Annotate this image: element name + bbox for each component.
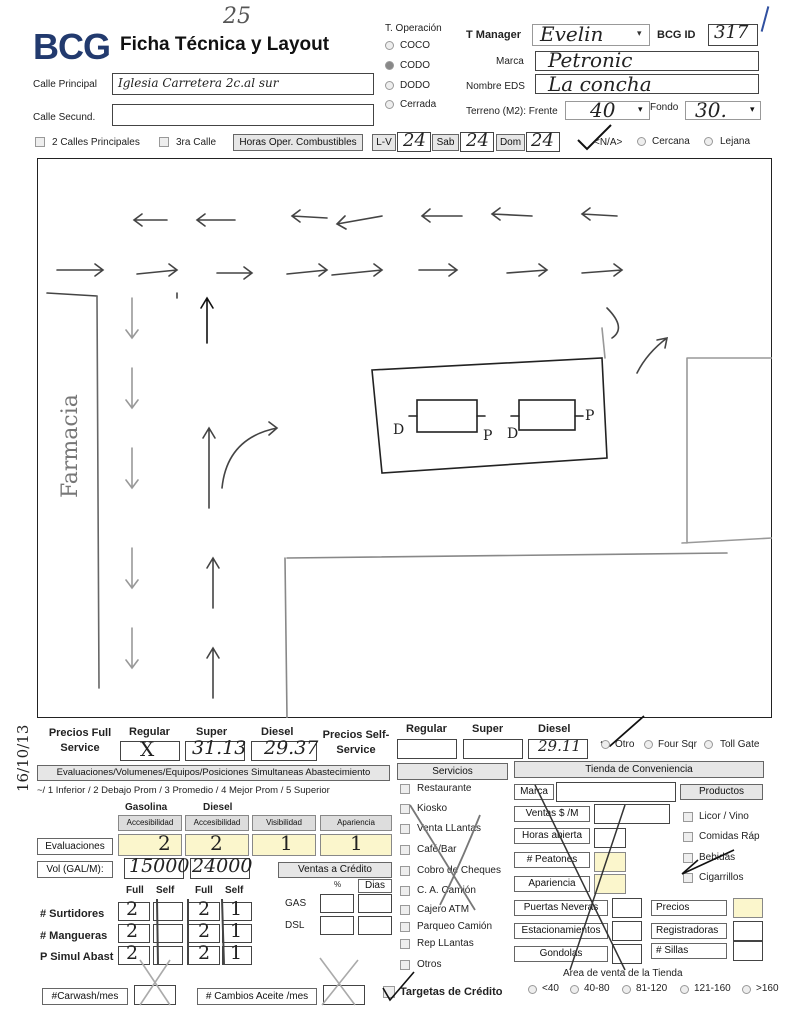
- calle-secund-field[interactable]: [112, 104, 374, 126]
- radio-area-gt160[interactable]: [742, 985, 751, 994]
- bcg-logo: BCG: [33, 26, 110, 67]
- regular-col-label-self: Regular: [406, 723, 447, 735]
- mangueras-diesel-full-value: 2: [198, 920, 211, 942]
- servicio-cafe-bar-label: Café/Bar: [417, 844, 457, 855]
- tienda-marca-label: Marca: [514, 784, 554, 800]
- credito-dsl-pct-field[interactable]: [320, 916, 354, 935]
- frente-value: 40: [590, 98, 616, 122]
- gas-label: GAS: [285, 898, 307, 909]
- dos-calles-label: 2 Calles Principales: [52, 137, 140, 148]
- terreno-label: Terreno (M2): Frente: [466, 106, 558, 117]
- carwash-button[interactable]: #Carwash/mes: [42, 988, 128, 1005]
- producto-bebidas-label: Bebidas: [699, 852, 736, 863]
- pump-label-p1: P: [483, 428, 493, 444]
- radio-coco[interactable]: [385, 41, 394, 50]
- mangueras-label: # Mangueras: [40, 930, 108, 942]
- diesel-eval-label: Diesel: [203, 802, 233, 813]
- diesel-col-label-full: Diesel: [261, 726, 294, 738]
- mangueras-diesel-self-value: 1: [230, 920, 243, 942]
- full-diesel-value: 29.37: [264, 737, 319, 759]
- servicio-venta-llantas-label: Venta LLantas: [417, 823, 481, 834]
- sillas-label: # Sillas: [651, 943, 727, 959]
- horas-oper-button[interactable]: Horas Oper. Combustibles: [233, 134, 363, 151]
- pump-label-d1: D: [393, 422, 405, 438]
- credito-dsl-dias-field[interactable]: [358, 916, 392, 935]
- marca-value: Petronic: [548, 48, 633, 72]
- tarjetas-credito-label: Targetas de Crédito: [400, 986, 503, 998]
- servicio-parqueo-camion-label: Parqueo Camión: [417, 921, 493, 932]
- full-col-label-diesel: Full: [195, 885, 213, 896]
- credito-gas-dias-field[interactable]: [358, 894, 392, 913]
- dos-calles-checkbox[interactable]: [35, 137, 45, 147]
- dias-label: Dias: [358, 879, 392, 893]
- equipos-vertical-marks: [150, 895, 260, 970]
- self-col-label-gas: Self: [156, 885, 175, 896]
- scale-5: 5 Superior: [286, 785, 330, 796]
- productos-check-mark: [678, 842, 738, 882]
- radio-toll-gate[interactable]: [704, 740, 713, 749]
- self-col-label-diesel: Self: [225, 885, 244, 896]
- simul-gas-full-value: 2: [126, 942, 139, 964]
- radio-area-lt40[interactable]: [528, 985, 537, 994]
- calle-principal-label: Calle Principal: [33, 79, 97, 90]
- surtidores-diesel-full-value: 2: [198, 898, 211, 920]
- chevron-down-icon[interactable]: ▾: [750, 104, 755, 114]
- surtidores-label: # Surtidores: [40, 908, 105, 920]
- bcg-id-value: 317: [714, 22, 749, 43]
- subhead-gas-accesibilidad: Accesibilidad: [118, 815, 182, 831]
- gasolina-label: Gasolina: [125, 802, 168, 813]
- servicio-rep-llantas-label: Rep LLantas: [417, 938, 474, 949]
- subhead-visibilidad: Visibilidad: [252, 815, 316, 831]
- subhead-apariencia: Apariencia: [320, 815, 392, 831]
- radio-cercana[interactable]: [637, 137, 646, 146]
- servicios-button[interactable]: Servicios: [397, 763, 508, 780]
- handwritten-top-note: 25: [223, 4, 251, 29]
- simul-label: P Simul Abast: [40, 951, 114, 963]
- t-manager-label: T Manager: [466, 29, 522, 41]
- cerrada-label: Cerrada: [400, 99, 437, 110]
- productos-button[interactable]: Productos: [680, 784, 763, 800]
- producto-comidas-checkbox[interactable]: [683, 832, 693, 842]
- servicio-otros-label: Otros: [417, 959, 442, 970]
- self-super-field[interactable]: [463, 739, 523, 759]
- servicio-restaurante-label: Restaurante: [417, 783, 472, 794]
- tienda-cross-mark: [515, 780, 645, 980]
- calle-principal-value: Iglesia Carretera 2c.al sur: [118, 76, 279, 90]
- cambios-aceite-button[interactable]: # Cambios Aceite /mes: [197, 988, 317, 1005]
- surtidores-diesel-self-value: 1: [230, 898, 243, 920]
- sillas-field[interactable]: [733, 941, 763, 961]
- eval-gas-access-field[interactable]: [118, 834, 182, 856]
- puertas-neveras-label: Puertas Neveras: [514, 900, 608, 916]
- radio-area-40-80[interactable]: [570, 985, 579, 994]
- area-lt40-label: <40: [542, 983, 559, 994]
- coco-label: COCO: [400, 40, 430, 51]
- simul-diesel-full-value: 2: [198, 942, 211, 964]
- evaluaciones-section-button[interactable]: Evaluaciones/Volumenes/Equipos/Posiciones Simultaneas Abastecimiento: [37, 765, 390, 781]
- marca-label: Marca: [496, 56, 524, 67]
- fondo-label: Fondo: [650, 102, 679, 113]
- radio-area-81-120[interactable]: [622, 985, 631, 994]
- servicio-ca-camion-label: C. A. Camión: [417, 885, 476, 896]
- vol-gas-value: 15000: [129, 855, 190, 877]
- precios-label: Precios: [651, 900, 727, 916]
- producto-licor-label: Licor / Vino: [699, 811, 749, 822]
- apariencia-label: Apariencia: [514, 876, 590, 892]
- dodo-label: DODO: [400, 80, 430, 91]
- lejana-label: Lejana: [720, 136, 751, 147]
- tres-calle-checkbox[interactable]: [159, 137, 169, 147]
- eval-visibilidad-value: 1: [280, 831, 293, 855]
- eval-apariencia-value: 1: [350, 831, 363, 855]
- chevron-down-icon[interactable]: ▾: [637, 28, 642, 38]
- dsl-label: DSL: [285, 920, 305, 931]
- gondolas-label: Gondolas: [514, 946, 608, 962]
- bcg-id-label: BCG ID: [657, 29, 696, 41]
- radio-lejana[interactable]: [704, 137, 713, 146]
- producto-cigarrillos-label: Cigarrillos: [699, 872, 744, 883]
- calle-secund-label: Calle Secund.: [33, 112, 96, 123]
- registradoras-field[interactable]: [733, 921, 763, 941]
- four-sqr-label: Four Sqr: [658, 739, 697, 750]
- eval-gas-access-value: 2: [158, 831, 171, 855]
- scale-2: 2 Debajo Prom: [93, 785, 157, 796]
- vol-diesel-value: 24000: [192, 855, 253, 877]
- precios-field[interactable]: [733, 898, 763, 918]
- area-121-160-label: 121-160: [694, 983, 731, 994]
- t-manager-value: Evelin: [540, 22, 604, 46]
- t-operacion-label: T. Operación: [385, 23, 442, 34]
- tienda-button[interactable]: Tienda de Conveniencia: [514, 761, 764, 778]
- area-81-120-label: 81-120: [636, 983, 668, 994]
- nombre-eds-value: La concha: [548, 72, 652, 96]
- area-40-80-label: 40-80: [584, 983, 610, 994]
- self-regular-field[interactable]: [397, 739, 457, 759]
- sab-value: 24: [466, 130, 489, 151]
- surtidores-gas-full-value: 2: [126, 898, 139, 920]
- self-diesel-value: 29.11: [538, 737, 581, 755]
- radio-otro[interactable]: [601, 740, 610, 749]
- ventas-label: Ventas $ /M: [514, 806, 590, 822]
- dom-button[interactable]: Dom: [496, 134, 525, 151]
- subhead-diesel-accesibilidad: Accesibilidad: [185, 815, 249, 831]
- radio-four-sqr[interactable]: [644, 740, 653, 749]
- super-col-label-full: Super: [196, 726, 228, 738]
- peatones-label: # Peatones: [514, 852, 590, 868]
- vol-button[interactable]: Vol (GAL/M):: [37, 861, 113, 878]
- radio-dodo[interactable]: [385, 81, 394, 90]
- scale-4: 4 Mejor Prom: [221, 785, 279, 796]
- cercana-label: Cercana: [652, 136, 690, 147]
- radio-cerrada[interactable]: [385, 100, 394, 109]
- nombre-eds-label: Nombre EDS: [466, 81, 525, 92]
- full-super-value: 31.13: [192, 737, 247, 759]
- chevron-down-icon[interactable]: ▾: [638, 104, 643, 114]
- producto-licor-checkbox[interactable]: [683, 812, 693, 822]
- radio-area-121-160[interactable]: [680, 985, 689, 994]
- scale-3: 3 Promedio: [164, 785, 214, 796]
- eval-diesel-access-value: 2: [210, 831, 223, 855]
- full-regular-value: X: [140, 737, 155, 761]
- area-venta-label: Area de venta de la Tienda: [563, 968, 683, 979]
- corner-tick-mark: [761, 6, 770, 32]
- servicio-cajero-atm-label: Cajero ATM: [417, 904, 470, 915]
- super-col-label-self: Super: [472, 723, 504, 735]
- servicio-kiosko-label: Kiosko: [417, 803, 448, 814]
- svg-text:16/10/13: 16/10/13: [14, 724, 32, 792]
- otro-label: Otro: [615, 739, 635, 750]
- fondo-value: 30.: [695, 98, 727, 122]
- ventas-credito-button[interactable]: Ventas a Crédito: [278, 862, 392, 878]
- area-gt160-label: >160: [756, 983, 779, 994]
- toll-gate-label: Toll Gate: [720, 739, 760, 750]
- full-col-label-gas: Full: [126, 885, 144, 896]
- lv-value: 24: [403, 130, 426, 151]
- horas-abierta-label: Horas abierta: [514, 828, 590, 844]
- pump-label-d2: D: [507, 426, 519, 442]
- dom-value: 24: [531, 130, 554, 151]
- scale-1: ~/ 1 Inferior: [37, 785, 86, 796]
- diesel-col-label-self: Diesel: [538, 723, 571, 735]
- evaluaciones-button[interactable]: Evaluaciones: [37, 838, 113, 855]
- layout-sketch-drawing: [37, 158, 772, 718]
- scale-legend: ~/ 1 Inferior / 2 Debajo Prom / 3 Promedio / 4 Mejor Prom / 5 Superior: [37, 785, 330, 796]
- radio-codo[interactable]: [385, 61, 394, 70]
- farmacia-label: Farmacia: [58, 394, 83, 498]
- page-title: Ficha Técnica y Layout: [120, 34, 330, 55]
- credito-gas-pct-field[interactable]: [320, 894, 354, 913]
- tres-calle-label: 3ra Calle: [176, 137, 217, 148]
- na-label: <N/A>: [594, 137, 623, 148]
- full-service-label: Precios Full Service: [48, 727, 112, 754]
- lv-button[interactable]: L-V: [372, 134, 396, 151]
- servicios-cross-mark: [400, 775, 515, 970]
- registradoras-label: Registradoras: [651, 923, 727, 939]
- servicio-cobro-cheques-label: Cobro de Cheques: [417, 865, 501, 876]
- sab-button[interactable]: Sab: [432, 134, 459, 151]
- simul-diesel-self-value: 1: [230, 942, 243, 964]
- pump-label-p2: P: [585, 408, 595, 424]
- codo-label: CODO: [400, 60, 430, 71]
- estacionamientos-label: Estacionamientos: [514, 923, 608, 939]
- pct-label: %: [334, 880, 342, 889]
- regular-col-label-full: Regular: [129, 726, 170, 738]
- side-date: [6, 700, 36, 800]
- self-service-label: Precios Self-Service: [322, 729, 390, 756]
- mangueras-gas-full-value: 2: [126, 920, 139, 942]
- producto-comidas-label: Comidas Ráp: [699, 831, 760, 842]
